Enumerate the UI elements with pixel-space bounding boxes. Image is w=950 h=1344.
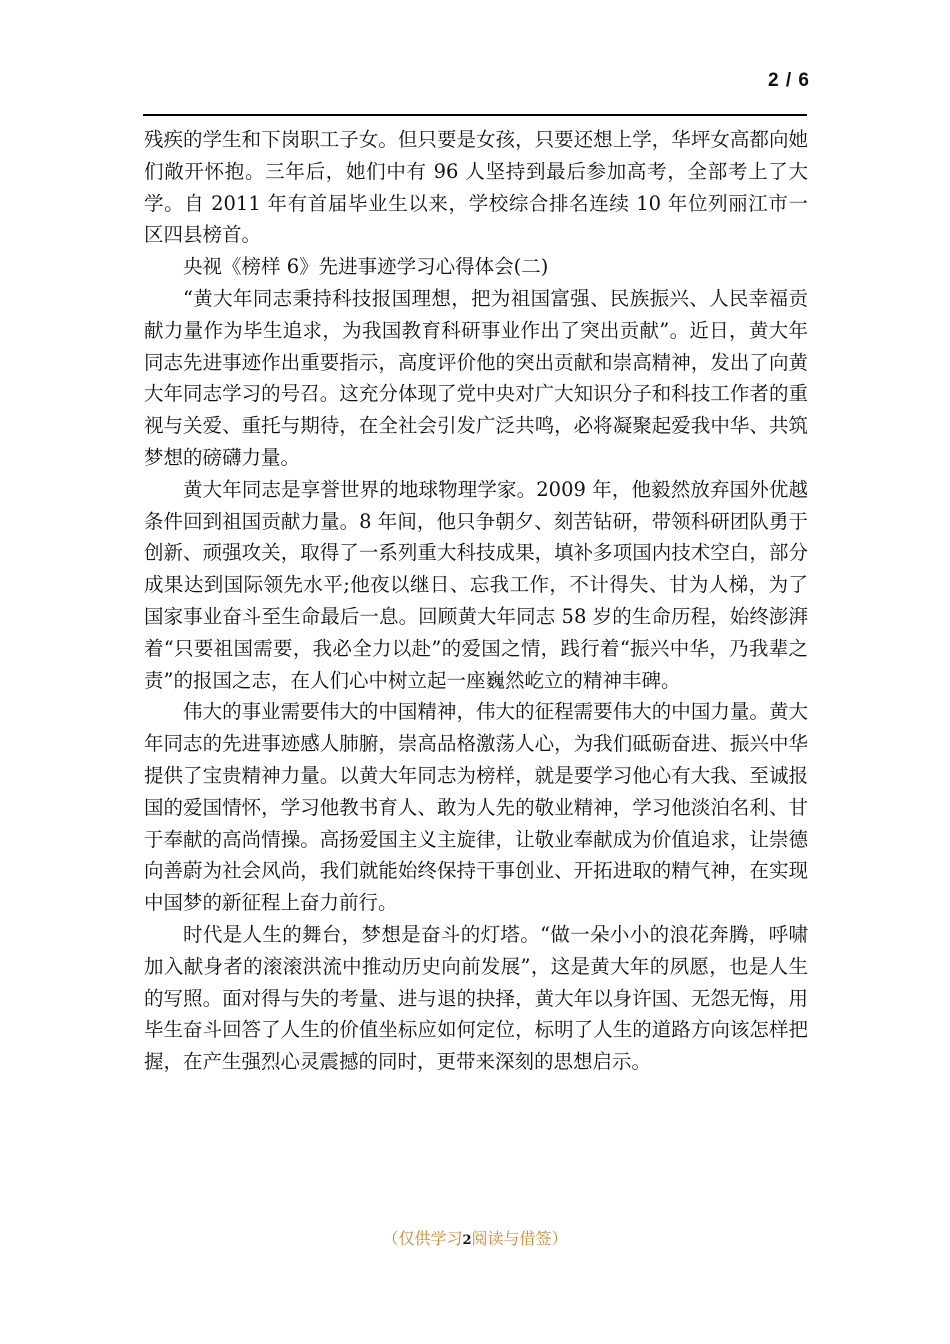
footer-notice	[0, 1226, 950, 1249]
paragraph: 时代是人生的舞台，梦想是奋斗的灯塔。“做一朵小小的浪花奔腾，呼啸加入献身者的滚滚洪流中推动历史向前发展”，这是黄大年的夙愿，也是人生的写照。面对得与失的考量、进与退的抉择，黄大年以身许国、无怨无悔，用毕生奋斗回答了人生的价值坐标应如何定位，标明了人生的道路方向该怎样把握，在产生强烈心灵震撼的同时，更带来深刻的思想启示。	[144, 922, 808, 1074]
paragraph: “黄大年同志秉持科技报国理想，把为祖国富强、民族振兴、人民幸福贡献力量作为毕生追求，为我国教育科研事业作出了突出贡献”。近日，黄大年同志先进事迹作出重要指示，高度评价他的突出贡献和崇高精神，发出了向黄大年同志学习的号召。这充分体现了党中央对广大知识分子和科技工作者的重视与关爱、重托与期待，在全社会引发广泛共鸣，必将凝聚起爱我中华、共筑梦想的磅礴力量。	[144, 286, 808, 469]
paragraph: 黄大年同志是享誉世界的地球物理学家。2009 年，他毅然放弃国外优越条件回到祖国贡献力量。8 年间，他只争朝夕、刻苦钻研，带领科研团队勇于创新、顽强攻关，取得了一系列重大科技成果，填补多项国内技术空白，部分成果达到国际领先水平;他夜以继日、忘我工作，不计得失、甘为人梯，为了国家事业奋斗至生命最后一息。回顾黄大年同志 58 岁的生命历程，始终澎湃着“只要祖国需要，我必全力以赴”的爱国之情，践行着“振兴中华，乃我辈之责”的报国之志，在人们心中树立起一座巍然屹立的精神丰碑。	[144, 477, 808, 692]
page-indicator: 2 / 6	[768, 70, 810, 91]
header-divider	[143, 114, 807, 116]
paragraph: 伟大的事业需要伟大的中国精神，伟大的征程需要伟大的中国力量。黄大年同志的先进事迹感人肺腑，崇高品格激荡人心，为我们砥砺奋进、振兴中华提供了宝贵精神力量。以黄大年同志为榜样，就是要学习他心有大我、至诚报国的爱国情怀，学习他教书育人、敢为人先的敬业精神，学习他淡泊名利、甘于奉献的高尚情操。高扬爱国主义主旋律，让敬业奉献成为价值追求，让崇德向善蔚为社会风尚，我们就能始终保持干事创业、开拓进取的精气神，在实现中国梦的新征程上奋力前行。	[144, 700, 808, 915]
paragraph-continuation: 残疾的学生和下岗职工子女。但只要是女孩，只要还想上学，华坪女高都向她们敞开怀抱。三年后，她们中有 96 人坚持到最后参加高考，全部考上了大学。自 2011 年有首届毕业生以来，学校综合排名连续 10 年位列丽江市一区四县榜首。	[144, 128, 808, 247]
footer-page-number: 2	[462, 1233, 472, 1248]
footer-notice-before: （仅供学习	[382, 1229, 463, 1248]
section-heading: 央视《榜样 6》先进事迹学习心得体会(二)	[183, 255, 549, 279]
footer-notice-after: 阅读与借签）	[471, 1229, 568, 1248]
document-body	[144, 124, 808, 1078]
